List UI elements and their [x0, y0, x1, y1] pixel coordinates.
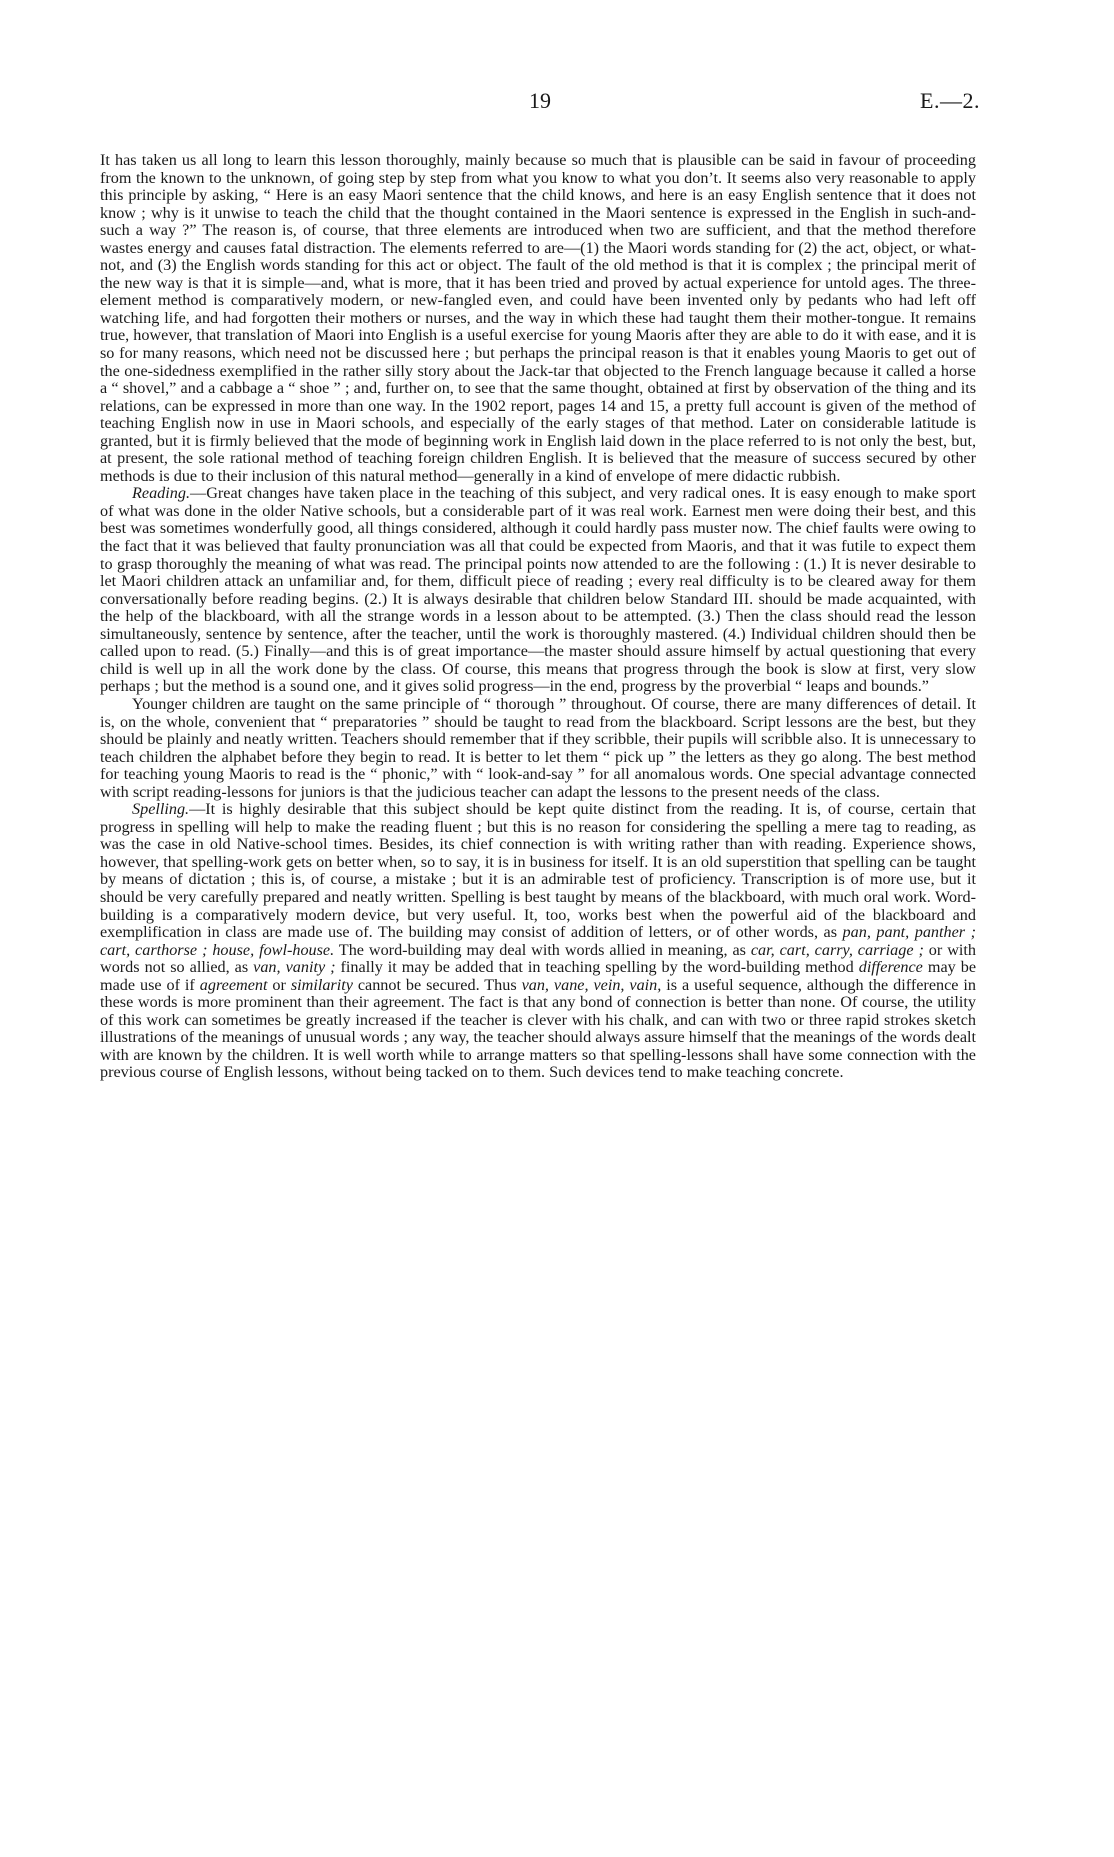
text-run: —Great changes have taken place in the teaching of this subject, and very radical ones. It is easy enough to make sport of what was done in the older Native schools, but a considerable part of it was real work. Earnest men were doing their best, and this best was sometimes wonderfully good, all things considered, although it could hardly pass muster now. The chief faults were owing to the fact that it was believed that faulty pronunciation was all that could be expected from Maoris, and that it was futile to expect them to grasp thoroughly the meaning of what was read. The principal points now attended to are the following : (1.) It is never desirable to let Maori children attack an unfamiliar and, for them, difficult piece of reading ; every real difficulty is to be cleared away for them conversationally before reading begins. (2.) It is always desirable that children below Standard III. should be made acquainted, with the help of the blackboard, with all the strange words in a lesson about to be attempted. (3.) Then the class should read the lesson simultaneously, sentence by sentence, after the teacher, until the work is thoroughly mastered. (4.) Individual children should then be called upon to read. (5.) Finally—and this is of great importance—the master should assure himself by actual questioning that every child is well up in all the work done by the class. Of course, this means that progress through the book is slow at first, very slow perhaps ; but the method is a sound one, and it gives solid progress—in the end, progress by the proverbial “ leaps and bounds.”: [100, 484, 976, 696]
paragraph-p4: [100, 801, 976, 1082]
italic-text: van, vanity ;: [253, 958, 336, 977]
text-run: is a useful sequence, although the difference in these words is more prominent than their agreement. The fact is that any bond of connection is better than none. Of course, the utility of this work can sometimes be greatly increased if the teacher is clever with his chalk, and can with two or three rapid strokes sketch illustrations of the meanings of unusual words ; any way, the teacher should always assure himself that the meanings of the words dealt with are known by the children. It is well worth while to arrange matters so that spelling-lessons shall have some connection with the previous course of English lessons, without being tacked on to them. Such devices tend to make teaching concrete.: [100, 975, 977, 1082]
italic-text: Spelling.: [132, 800, 190, 819]
italic-text: pan, pant, panther ; cart, carthorse ; house, fowl-house.: [100, 923, 977, 959]
text-run: cannot be secured. Thus: [352, 975, 522, 994]
body-text: [100, 152, 976, 1082]
document-code: E.—2.: [920, 88, 980, 113]
italic-text: van, vane, vein, vain,: [521, 975, 662, 994]
text-run: or: [267, 975, 291, 994]
text-run: —It is highly desirable that this subject should be kept quite distinct from the reading. It is, of course, certain that progress in spelling will help to make the reading fluent ; but this is no reason for considering the spelling a mere tag to reading, as was the case in old Native-school times. Besides, its chief connection is with writing rather than with reading. Experience shows, however, that spelling-work gets on better when, so to say, it is in business for itself. It is an old superstition that spelling can be taught by means of dictation ; this is, of course, a mistake ; but it is an admirable test of proficiency. Transcription is of more use, but it should be very carefully prepared and neatly written. Spelling is best taught by means of the blackboard, with much oral work. Word-building is a comparatively modern device, but very useful. It, too, works best when the powerful aid of the blackboard and exemplification in class are made use of. The building may consist of addition of letters, or of other words, as: [100, 800, 976, 942]
paragraph-p1: [100, 152, 976, 485]
text-run: or with words not so allied, as: [100, 940, 976, 977]
text-run: finally it may be added that in teaching spelling by the word-building method: [335, 958, 859, 977]
page-header: [100, 88, 980, 128]
italic-text: Reading.: [132, 484, 190, 503]
italic-text: agreement: [199, 975, 268, 994]
italic-text: car, cart, carry, carriage ;: [750, 940, 924, 959]
text-run: The word-building may deal with words allied in meaning, as: [334, 940, 751, 959]
italic-text: similarity: [290, 975, 353, 994]
paragraph-p2: [100, 485, 976, 696]
italic-text: difference: [858, 958, 923, 977]
paragraph-p3: [100, 696, 976, 801]
text-run: Younger children are taught on the same principle of “ thorough ” throughout. Of course, there are many differences of detail. It is, on the whole, convenient that “ preparatories ” should be taught to read from the blackboard. Script lessons are the best, but they should be plainly and neatly written. Teachers should remember that if they scribble, their pupils will scribble also. It is unnecessary to teach children the alphabet before they begin to read. It is better to let them “ pick up ” the letters as they go along. The best method for teaching young Maoris to read is the “ phonic,” with “ look-and-say ” for all anomalous words. One special advantage connected with script reading-lessons for juniors is that the judicious teacher can adapt the lessons to the present needs of the class.: [100, 694, 976, 801]
page-number: 19: [529, 88, 551, 113]
text-run: It has taken us all long to learn this lesson thoroughly, mainly because so much that is plausible can be said in favour of proceeding from the known to the unknown, of going step by step from what you know to what you don’t. It seems also very reasonable to apply this principle by asking, “ Here is an easy Maori sentence that the child knows, and here is an easy English sentence that it does not know ; why is it unwise to teach the child that the thought contained in the Maori sentence is expressed in the English in such-and-such a way ?” The reason is, of course, that three elements are introduced when two are sufficient, and that the method therefore wastes energy and causes fatal distraction. The elements referred to are—(1) the Maori words standing for (2) the act, object, or what-not, and (3) the English words standing for this act or object. The fault of the old method is that it is complex ; the principal merit of the new way is that it is simple—and, what is more, that it has been tried and proved by actual experience for untold ages. The three-element method is comparatively modern, or new-fangled even, and could have been invented only by pedants who had left off watching life, and had forgotten their mothers or nurses, and the way in which these had taught them their mother-tongue. It remains true, however, that translation of Maori into English is a useful exercise for young Maoris after they are able to do it with ease, and it is so for many reasons, which need not be discussed here ; but perhaps the principal reason is that it enables young Maoris to get out of the one-sidedness exemplified in the rather silly story about the Jack-tar that objected to the French language because it called a horse a “ shovel,” and a cabbage a “ shoe ” ; and, further on, to see that the same thought, obtained at first by observation of the thing and its relations, can be expressed in more than one way. In the 1902 report, pages 14 and 15, a pretty full account is given of the method of teaching English now in use in Maori schools, and especially of the early stages of that method. Later on considerable latitude is granted, but it is firmly believed that the mode of beginning work in English laid down in the place referred to is not only the best, but, at present, the sole rational method of teaching foreign children English. It is believed that the measure of success secured by other methods is due to their inclusion of this natural method—generally in a kind of envelope of mere didactic rubbish.: [100, 151, 976, 485]
text-run: may be made use of if: [100, 958, 976, 994]
